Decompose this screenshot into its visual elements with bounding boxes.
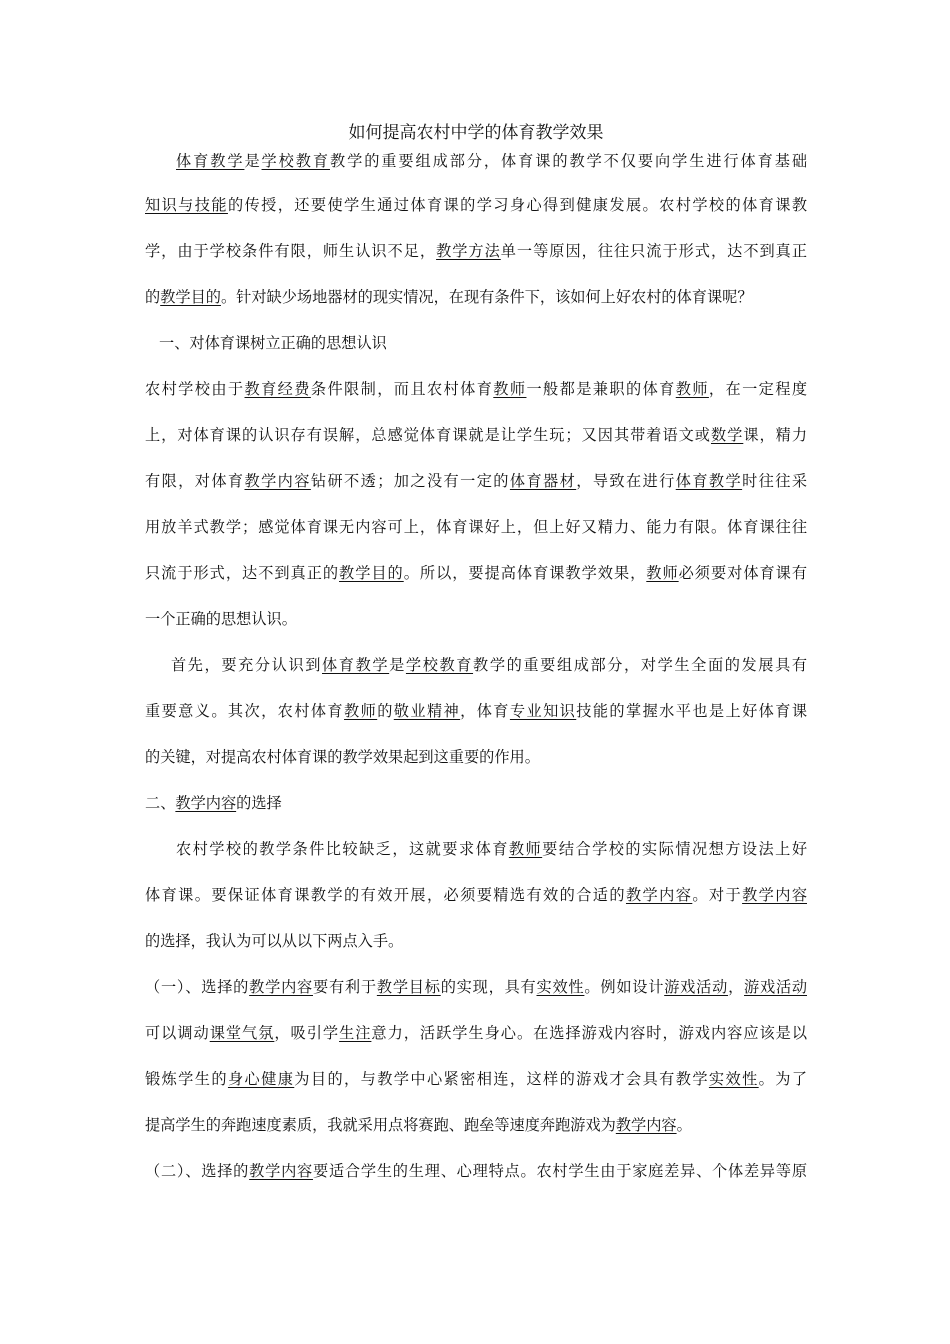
keyword-link[interactable]: 体育器材 [509, 472, 577, 490]
text-line [145, 320, 807, 366]
text-segment: 上，对体育课的认识存有误解，总感觉体育课就是让学生玩；又因其带着语文或 [145, 426, 711, 444]
text-segment: 的 [377, 702, 394, 720]
text-line [145, 596, 807, 642]
keyword-link[interactable]: 教学目的 [339, 564, 404, 582]
text-line [145, 366, 807, 412]
keyword-link[interactable]: 学校教育 [261, 152, 330, 170]
keyword-link[interactable]: 教学目的 [160, 288, 221, 306]
text-segment: 必须要对体育课有 [678, 564, 807, 582]
text-segment: 时往往采 [742, 472, 807, 490]
text-line [145, 182, 807, 228]
text-segment: 是 [389, 656, 406, 674]
text-segment: 重要意义。其次，农村体育 [145, 702, 345, 720]
keyword-link[interactable]: 教学内容 [615, 1116, 677, 1134]
text-segment: 单一等原因，往往只流于形式，达不到真正 [500, 242, 807, 260]
keyword-link[interactable]: 知识与技能 [145, 196, 228, 214]
text-line [145, 964, 807, 1010]
text-segment: 农村学校由于 [145, 380, 245, 398]
text-line [145, 458, 807, 504]
text-segment: 体育课。要保证体育课教学的有效开展，必须要精选有效的合适的 [145, 886, 626, 904]
text-segment: 钻研不透；加之没有一定的 [310, 472, 510, 490]
keyword-link[interactable]: 游戏活动 [744, 978, 807, 996]
text-segment: 是 [244, 152, 262, 170]
text-line [145, 274, 807, 320]
keyword-link[interactable]: 教学内容 [625, 886, 693, 904]
text-segment: 首先，要充分认识到 [171, 656, 323, 674]
text-segment: 的关键，对提高农村体育课的教学效果起到这重要的作用。 [145, 748, 540, 766]
text-segment: 意力，活跃学生身心。在选择游戏内容时，游戏内容应该是以 [371, 1024, 807, 1042]
text-line [145, 550, 807, 596]
text-segment: 教学的重要组成部分，对学生全面的发展具有 [473, 656, 807, 674]
text-segment: 一、对体育课树立正确的思想认识 [159, 334, 387, 352]
text-segment: 提高学生的奔跑速度素质，我就采用点将赛跑、跑垒等速度奔跑游戏为 [145, 1116, 616, 1134]
keyword-link[interactable]: 教师 [344, 702, 378, 720]
keyword-link[interactable]: 教育经费 [244, 380, 311, 398]
keyword-link[interactable]: 教学方法 [436, 242, 501, 260]
keyword-link[interactable]: 教学内容 [249, 978, 313, 996]
text-segment: 要有利于 [313, 978, 377, 996]
text-line [145, 872, 807, 918]
text-line [145, 148, 807, 182]
keyword-link[interactable]: 教师 [508, 840, 543, 858]
text-line [145, 780, 807, 826]
text-segment: 要结合学校的实际情况想方设法上好 [542, 840, 807, 858]
text-segment: 为目的，与教学中心紧密相连，这样的游戏才会具有教学 [294, 1070, 709, 1088]
text-line [145, 1010, 807, 1056]
keyword-link[interactable]: 游戏活动 [664, 978, 729, 996]
keyword-link[interactable]: 教学内容 [742, 886, 807, 904]
text-line [145, 734, 807, 780]
keyword-link[interactable]: 体育教学 [176, 152, 245, 170]
text-segment: ，在一定程度 [708, 380, 807, 398]
keyword-link[interactable]: 教师 [675, 380, 709, 398]
text-segment: 的 [145, 288, 161, 306]
text-segment: 一个正确的思想认识。 [145, 610, 297, 628]
keyword-link[interactable]: 教学目标 [376, 978, 441, 996]
text-line [145, 1148, 807, 1194]
text-line [145, 642, 807, 688]
text-segment: 可以调动 [145, 1024, 210, 1042]
keyword-link[interactable]: 数学 [710, 426, 744, 444]
text-segment: 。针对缺少场地器材的现实情况，在现有条件下，该如何上好农村的体育课呢？ [220, 288, 753, 306]
text-line [145, 688, 807, 734]
keyword-link[interactable]: 体育教学 [322, 656, 390, 674]
text-segment: ，体育 [460, 702, 510, 720]
keyword-link[interactable]: 教师 [646, 564, 679, 582]
text-segment: 学，由于学校条件有限，师生认识不足， [145, 242, 437, 260]
text-segment: 要适合学生的生理、心理特点。农村学生由于家庭差异、个体差异等原 [313, 1162, 807, 1180]
keyword-link[interactable]: 体育教学 [675, 472, 743, 490]
text-line [145, 918, 807, 964]
text-line [145, 1056, 807, 1102]
text-segment: 课，精力 [743, 426, 807, 444]
text-segment: 的选择，我认为可以从以下两点入手。 [145, 932, 404, 950]
keyword-link[interactable]: 教师 [493, 380, 527, 398]
text-segment: 条件限制，而且农村体育 [310, 380, 494, 398]
text-segment: 只流于形式，达不到真正的 [145, 564, 340, 582]
text-line [145, 1102, 807, 1148]
text-segment: 用放羊式教学；感觉体育课无内容可上，体育课好上，但上好又精力、能力有限。体育课往往 [145, 518, 807, 536]
keyword-link[interactable]: 实效性 [536, 978, 585, 996]
text-segment: ，吸引学 [274, 1024, 340, 1042]
text-segment: 技能的掌握水平也是上好体育课 [576, 702, 807, 720]
text-segment: ， [728, 978, 745, 996]
text-segment: 农村学校的教学条件比较缺乏，这就要求体育 [176, 840, 509, 858]
text-segment: （一）、选择的 [145, 978, 250, 996]
keyword-link[interactable]: 教学内容 [175, 794, 237, 812]
text-segment: （二）、选择的 [145, 1162, 250, 1180]
text-line [145, 504, 807, 550]
text-segment: 。 [676, 1116, 692, 1134]
text-segment: 。例如设计 [584, 978, 665, 996]
text-line [145, 412, 807, 458]
document-body [145, 148, 807, 1194]
text-segment: 。对于 [692, 886, 743, 904]
text-segment: 。所以，要提高体育课教学效果， [403, 564, 647, 582]
text-segment: 二、 [145, 794, 176, 812]
keyword-link[interactable]: 实效性 [708, 1070, 759, 1088]
document-page [145, 118, 807, 1194]
text-line [145, 228, 807, 274]
keyword-link[interactable]: 生注 [339, 1024, 372, 1042]
text-segment: 锻炼学生的 [145, 1070, 228, 1088]
text-segment: 一般都是兼职的体育 [526, 380, 676, 398]
text-segment: 的实现，具有 [440, 978, 537, 996]
keyword-link[interactable]: 课堂气氛 [209, 1024, 275, 1042]
text-segment: 的传授，还要使学生通过体育课的学习身心得到健康发展。农村学校的体育课教 [227, 196, 807, 214]
keyword-link[interactable]: 身心健康 [227, 1070, 295, 1088]
document-title: 如何提高农村中学的体育教学效果 [348, 123, 604, 143]
keyword-link[interactable]: 敬业精神 [393, 702, 461, 720]
text-segment: 教学的重要组成部分，体育课的教学不仅要向学生进行体育基础 [329, 152, 807, 170]
keyword-link[interactable]: 教学内容 [244, 472, 311, 490]
keyword-link[interactable]: 学校教育 [405, 656, 474, 674]
text-segment: 。为了 [758, 1070, 807, 1088]
keyword-link[interactable]: 专业知识 [509, 702, 577, 720]
text-segment: 的选择 [236, 794, 282, 812]
text-segment: ，导致在进行 [576, 472, 676, 490]
keyword-link[interactable]: 教学内容 [249, 1162, 313, 1180]
text-segment: 有限，对体育 [145, 472, 245, 490]
text-line [145, 826, 807, 872]
